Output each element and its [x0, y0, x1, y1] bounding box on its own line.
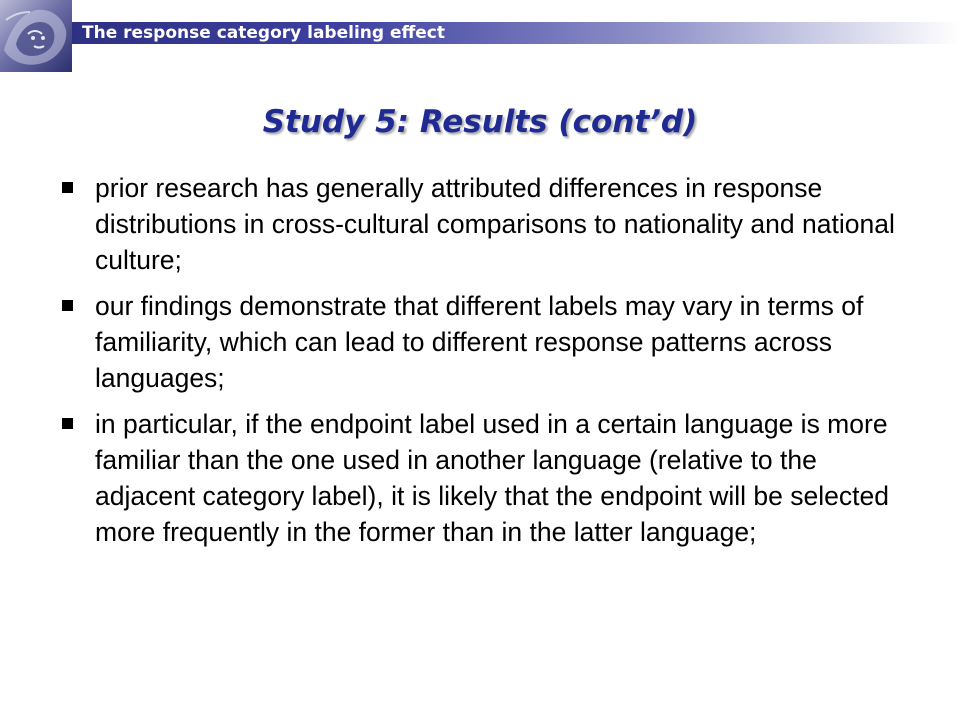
- bullet-item: [56, 406, 906, 550]
- bullet-text: in particular, if the endpoint label used in a certain language is more familiar than the one used in another language (relative to the adjacent category label), it is likely that the endpoint will be selected more frequently in the former than in the latter language;: [95, 409, 889, 547]
- bullet-item: [56, 170, 906, 278]
- square-bullet-icon: [62, 300, 73, 311]
- lion-emblem-icon: [0, 0, 72, 72]
- bullet-item: [56, 288, 906, 396]
- slide-title: Study 5: Results (cont’d): [262, 104, 698, 140]
- bullet-text: prior research has generally attributed differences in response distributions in cross-cultural comparisons to nationality and national culture;: [95, 173, 895, 275]
- presentation-title: The response category labeling effect: [82, 23, 446, 43]
- bullet-text: our findings demonstrate that different labels may vary in terms of familiarity, which can lead to different response patterns across languages;: [95, 291, 864, 393]
- square-bullet-icon: [62, 182, 73, 193]
- bullet-list: [56, 170, 906, 560]
- square-bullet-icon: [62, 418, 73, 429]
